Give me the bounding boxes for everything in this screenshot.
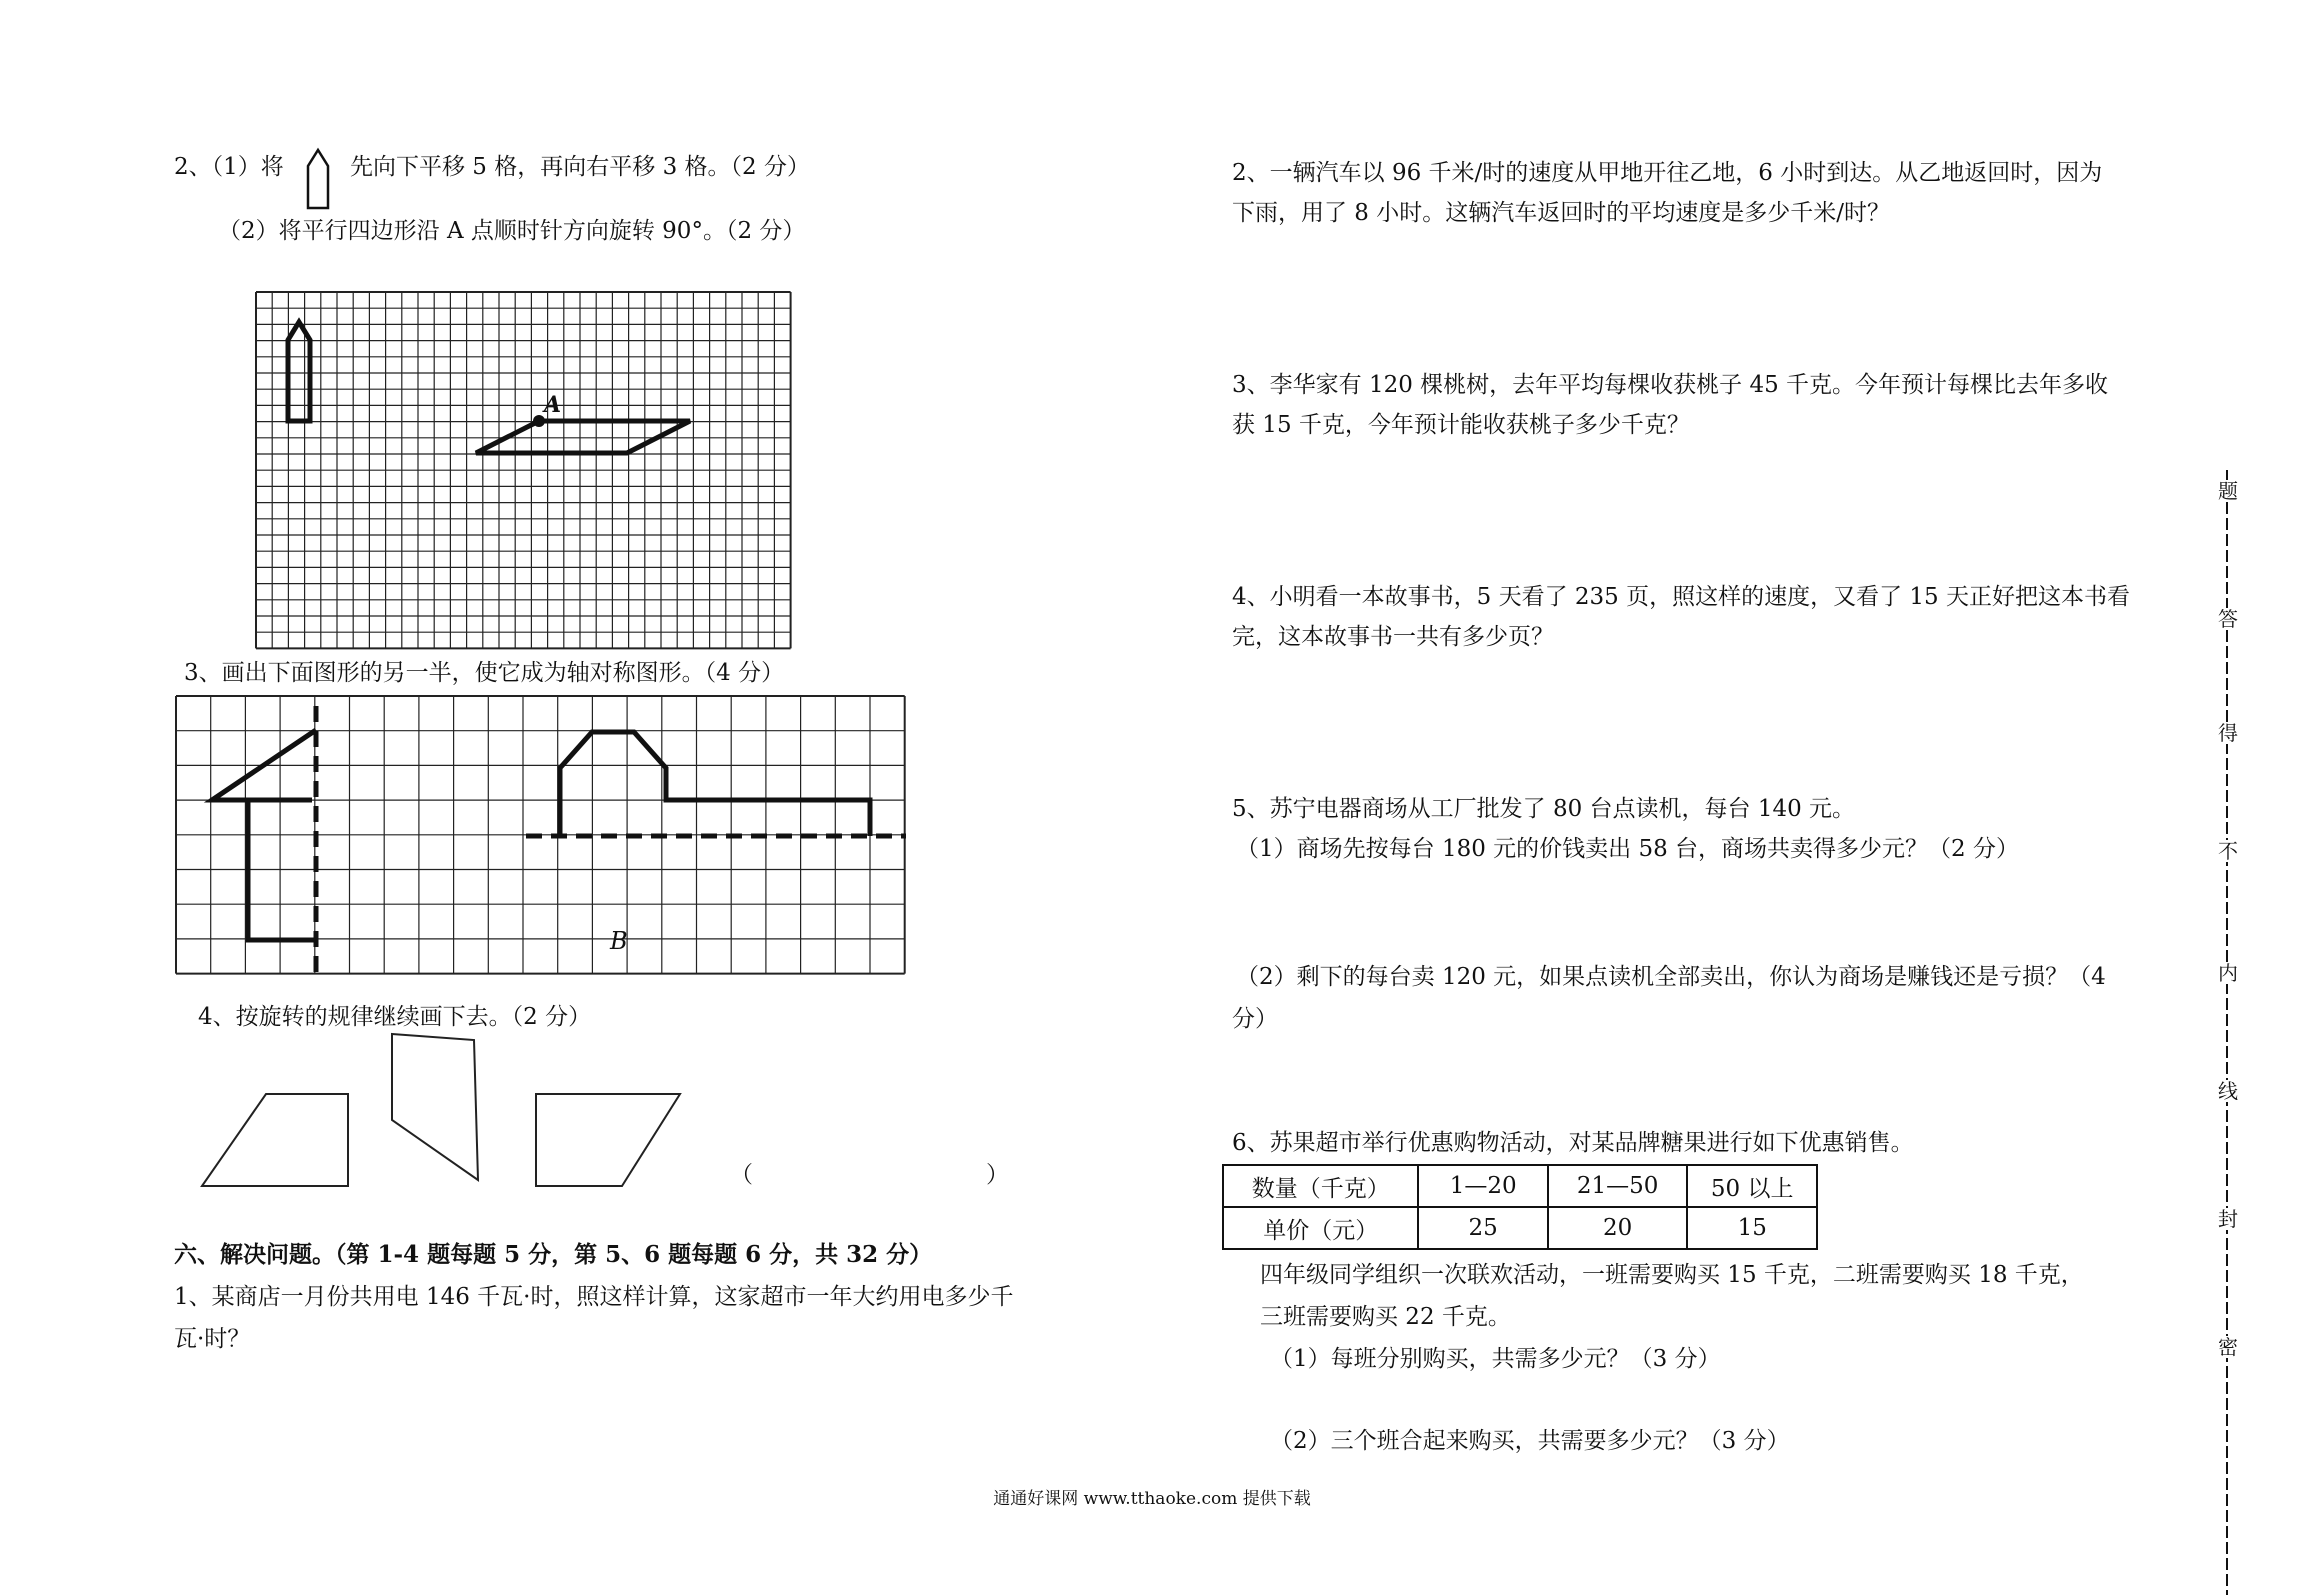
q4-instruction: 4、按旋转的规律继续画下去。（2 分） [198, 1004, 592, 1030]
problem-5-part2-line2: 分） [1232, 1006, 1278, 1032]
page-footer: 通通好课网 www.tthaoke.com 提供下载 [993, 1489, 1311, 1509]
grid-translation-rotation [256, 292, 792, 652]
problem-4-line1: 4、小明看一本故事书，5 天看了 235 页，照这样的速度，又看了 15 天正好把这本书看 [1232, 584, 2130, 610]
table-cell: 20 [1548, 1207, 1687, 1249]
parallelogram-figure [476, 421, 690, 453]
q4-answer-paren-right: ） [986, 1162, 1009, 1188]
problem-3-line1: 3、李华家有 120 棵桃树，去年平均每棵收获桃子 45 千克。今年预计每棵比去年多收 [1232, 372, 2109, 398]
problem-1-line2: 瓦·时？ [174, 1326, 251, 1352]
margin-char: 题 [2218, 479, 2238, 503]
table-cell: 数量（千克） [1223, 1165, 1418, 1207]
point-a-label: A [544, 392, 562, 418]
margin-char: 不 [2218, 839, 2238, 863]
problem-6-line2: 三班需要购买 22 千克。 [1260, 1304, 1511, 1330]
table-cell: 15 [1687, 1207, 1817, 1249]
margin-char: 答 [2218, 607, 2238, 631]
table-cell: 1—20 [1418, 1165, 1548, 1207]
margin-char: 线 [2218, 1079, 2238, 1103]
problem-5-part2-line1: （2）剩下的每台卖 120 元，如果点读机全部卖出，你认为商场是赚钱还是亏损？（4 [1236, 964, 2106, 990]
table-row [1223, 1207, 1817, 1249]
q2-part2: （2）将平行四边形沿 A 点顺时针方向旋转 90°。（2 分） [218, 218, 806, 244]
problem-2-line1: 2、一辆汽车以 96 千米/时的速度从甲地开往乙地，6 小时到达。从乙地返回时，因为 [1232, 160, 2103, 186]
problem-6: 6、苏果超市举行优惠购物活动，对某品牌糖果进行如下优惠销售。 [1232, 1130, 1914, 1156]
problem-5: 5、苏宁电器商场从工厂批发了 80 台点读机，每台 140 元。 [1232, 796, 1856, 822]
q2-prefix: 2、（1）将 [174, 154, 284, 180]
price-table [1222, 1164, 1818, 1250]
problem-6-part1: （1）每班分别购买，共需多少元？（3 分） [1270, 1346, 1721, 1372]
margin-char: 得 [2218, 721, 2238, 745]
problem-4-line2: 完，这本故事书一共有多少页？ [1232, 624, 1554, 650]
pencil-figure [288, 322, 310, 421]
table-row [1223, 1165, 1817, 1207]
problem-5-part1: （1）商场先按每台 180 元的价钱卖出 58 台，商场共卖得多少元？（2 分） [1236, 836, 2019, 862]
margin-char: 封 [2218, 1207, 2238, 1231]
section-6-heading: 六、解决问题。（第 1-4 题每题 5 分，第 5、6 题每题 6 分，共 32 分） [174, 1241, 933, 1268]
q4-answer-paren-left: （ [730, 1162, 753, 1188]
rotation-shape-2 [392, 1034, 478, 1180]
point-b-label: B [610, 927, 628, 955]
problem-6-line1: 四年级同学组织一次联欢活动，一班需要购买 15 千克，二班需要购买 18 千克， [1260, 1262, 2084, 1288]
q2-instruction: 先向下平移 5 格，再向右平移 3 格。（2 分） [350, 154, 810, 180]
problem-2-line2: 下雨，用了 8 小时。这辆汽车返回时的平均速度是多少千米/时？ [1232, 200, 1891, 226]
problem-1-line1: 1、某商店一月份共用电 146 千瓦·时，照这样计算，这家超市一年大约用电多少千 [174, 1284, 1014, 1310]
problem-6-part2: （2）三个班合起来购买，共需要多少元？（3 分） [1270, 1428, 1790, 1454]
problem-3-line2: 获 15 千克，今年预计能收获桃子多少千克？ [1232, 412, 1690, 438]
margin-char: 密 [2218, 1335, 2238, 1359]
table-cell: 21—50 [1548, 1165, 1687, 1207]
grid-symmetry [176, 696, 906, 976]
rotation-shapes [196, 1032, 696, 1202]
binding-margin-line [2224, 470, 2230, 1595]
table-cell: 单价（元） [1223, 1207, 1418, 1249]
rotation-shape-1 [202, 1094, 348, 1186]
half-house-figure [560, 732, 870, 836]
q3-instruction: 3、画出下面图形的另一半，使它成为轴对称图形。（4 分） [184, 660, 785, 686]
pencil-shape-icon [306, 148, 330, 210]
table-cell: 50 以上 [1687, 1165, 1817, 1207]
table-cell: 25 [1418, 1207, 1548, 1249]
margin-char: 内 [2218, 961, 2238, 985]
rotation-shape-3 [536, 1094, 680, 1186]
